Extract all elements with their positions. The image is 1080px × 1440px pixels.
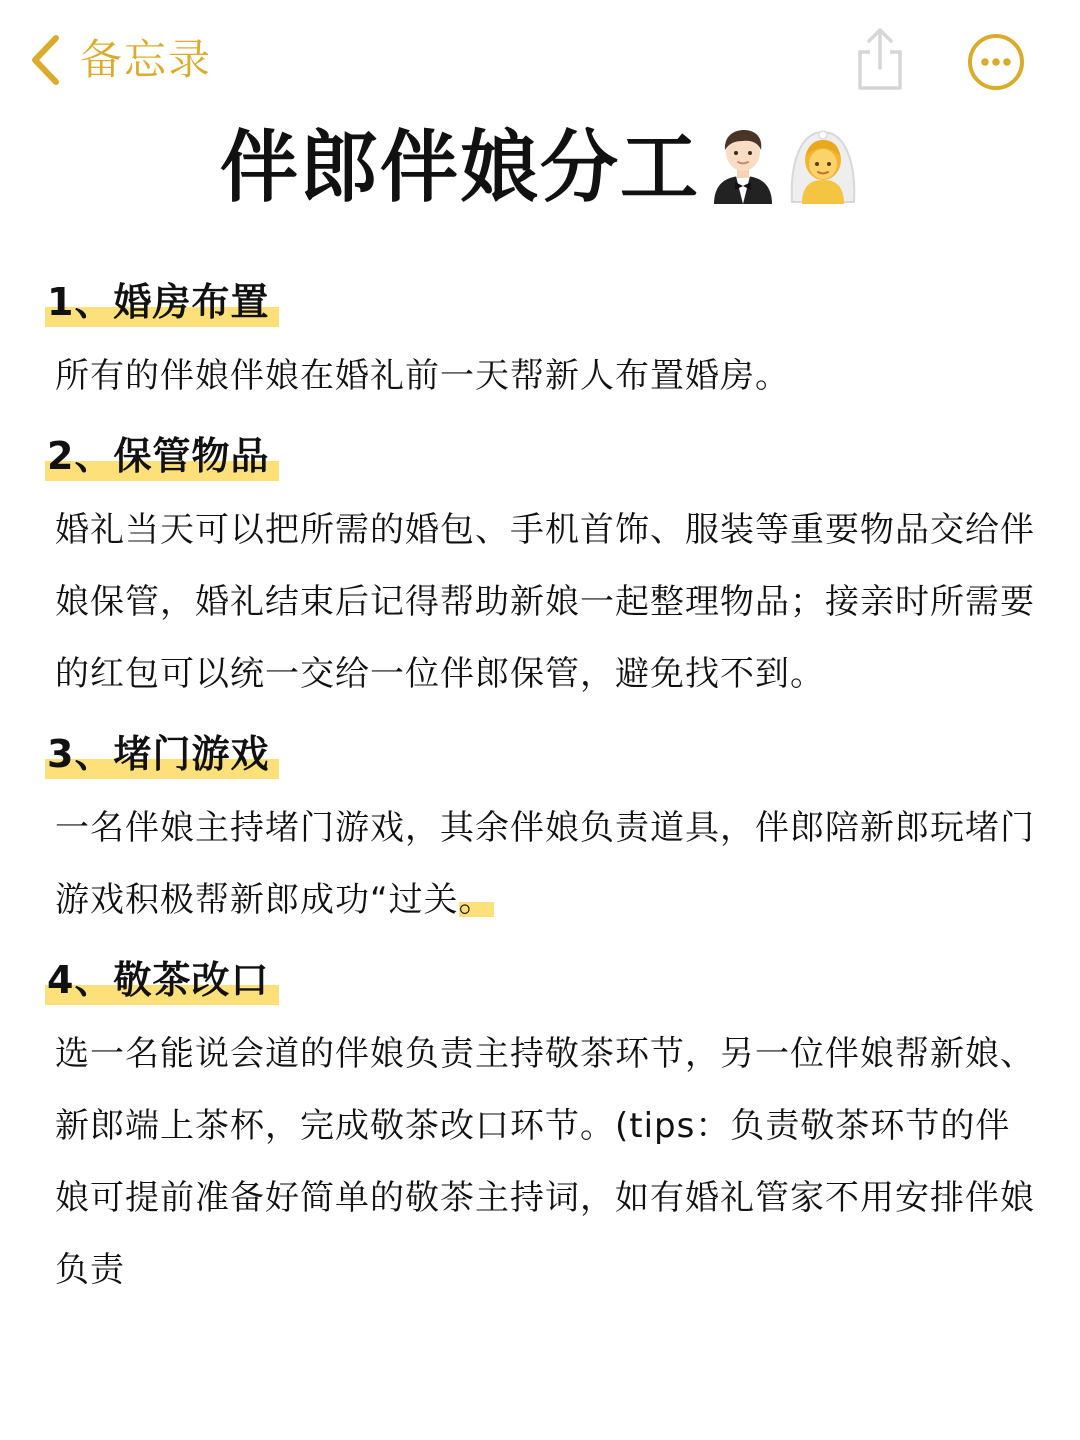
man-in-tuxedo-emoji: [706, 124, 780, 204]
section-body: 所有的伴娘伴娘在婚礼前一天帮新人布置婚房。: [55, 356, 790, 396]
note-title: [0, 118, 1080, 218]
note-title-text: 伴郎伴娘分工: [219, 123, 700, 213]
section-body: 婚礼当天可以把所需的婚包、手机首饰、服装等重要物品交给伴娘保管，婚礼结束后记得帮助新娘一起整理物品；接亲时所需要的红包可以统一交给一位伴郎保管，避免找不到。: [55, 510, 1035, 694]
section-tea-ceremony: [47, 950, 1035, 1306]
section-heading: 2、保管物品: [45, 426, 279, 486]
navigation-bar: [0, 0, 1080, 120]
section-body-highlight: 。: [458, 880, 494, 920]
bride-with-veil-emoji: [786, 124, 860, 204]
more-button[interactable]: [966, 32, 1026, 92]
share-icon: [850, 26, 910, 94]
share-button[interactable]: [850, 26, 910, 94]
section-item-custody: [47, 426, 1035, 710]
more-icon: [966, 32, 1026, 92]
section-body: [55, 792, 1035, 936]
note-content: [47, 272, 1035, 1320]
section-body: 选一名能说会道的伴娘负责主持敬茶环节，另一位伴娘帮新娘、新郎端上茶杯，完成敬茶改口环节。(tips：负责敬茶环节的伴娘可提前准备好简单的敬茶主持词，如有婚礼管家不用安排伴娘负责: [55, 1034, 1035, 1290]
chevron-left-icon: [28, 34, 62, 86]
section-body-main: 一名伴娘主持堵门游戏，其余伴娘负责道具，伴郎陪新郎玩堵门游戏积极帮新郎成功“过关: [55, 808, 1035, 920]
section-heading: 3、堵门游戏: [45, 724, 279, 784]
section-room-decoration: [47, 272, 1035, 412]
section-heading: 1、婚房布置: [45, 272, 279, 332]
back-button[interactable]: [28, 30, 212, 90]
back-label: 备忘录: [80, 35, 213, 84]
section-heading: 4、敬茶改口: [45, 950, 279, 1010]
section-door-game: [47, 724, 1035, 936]
